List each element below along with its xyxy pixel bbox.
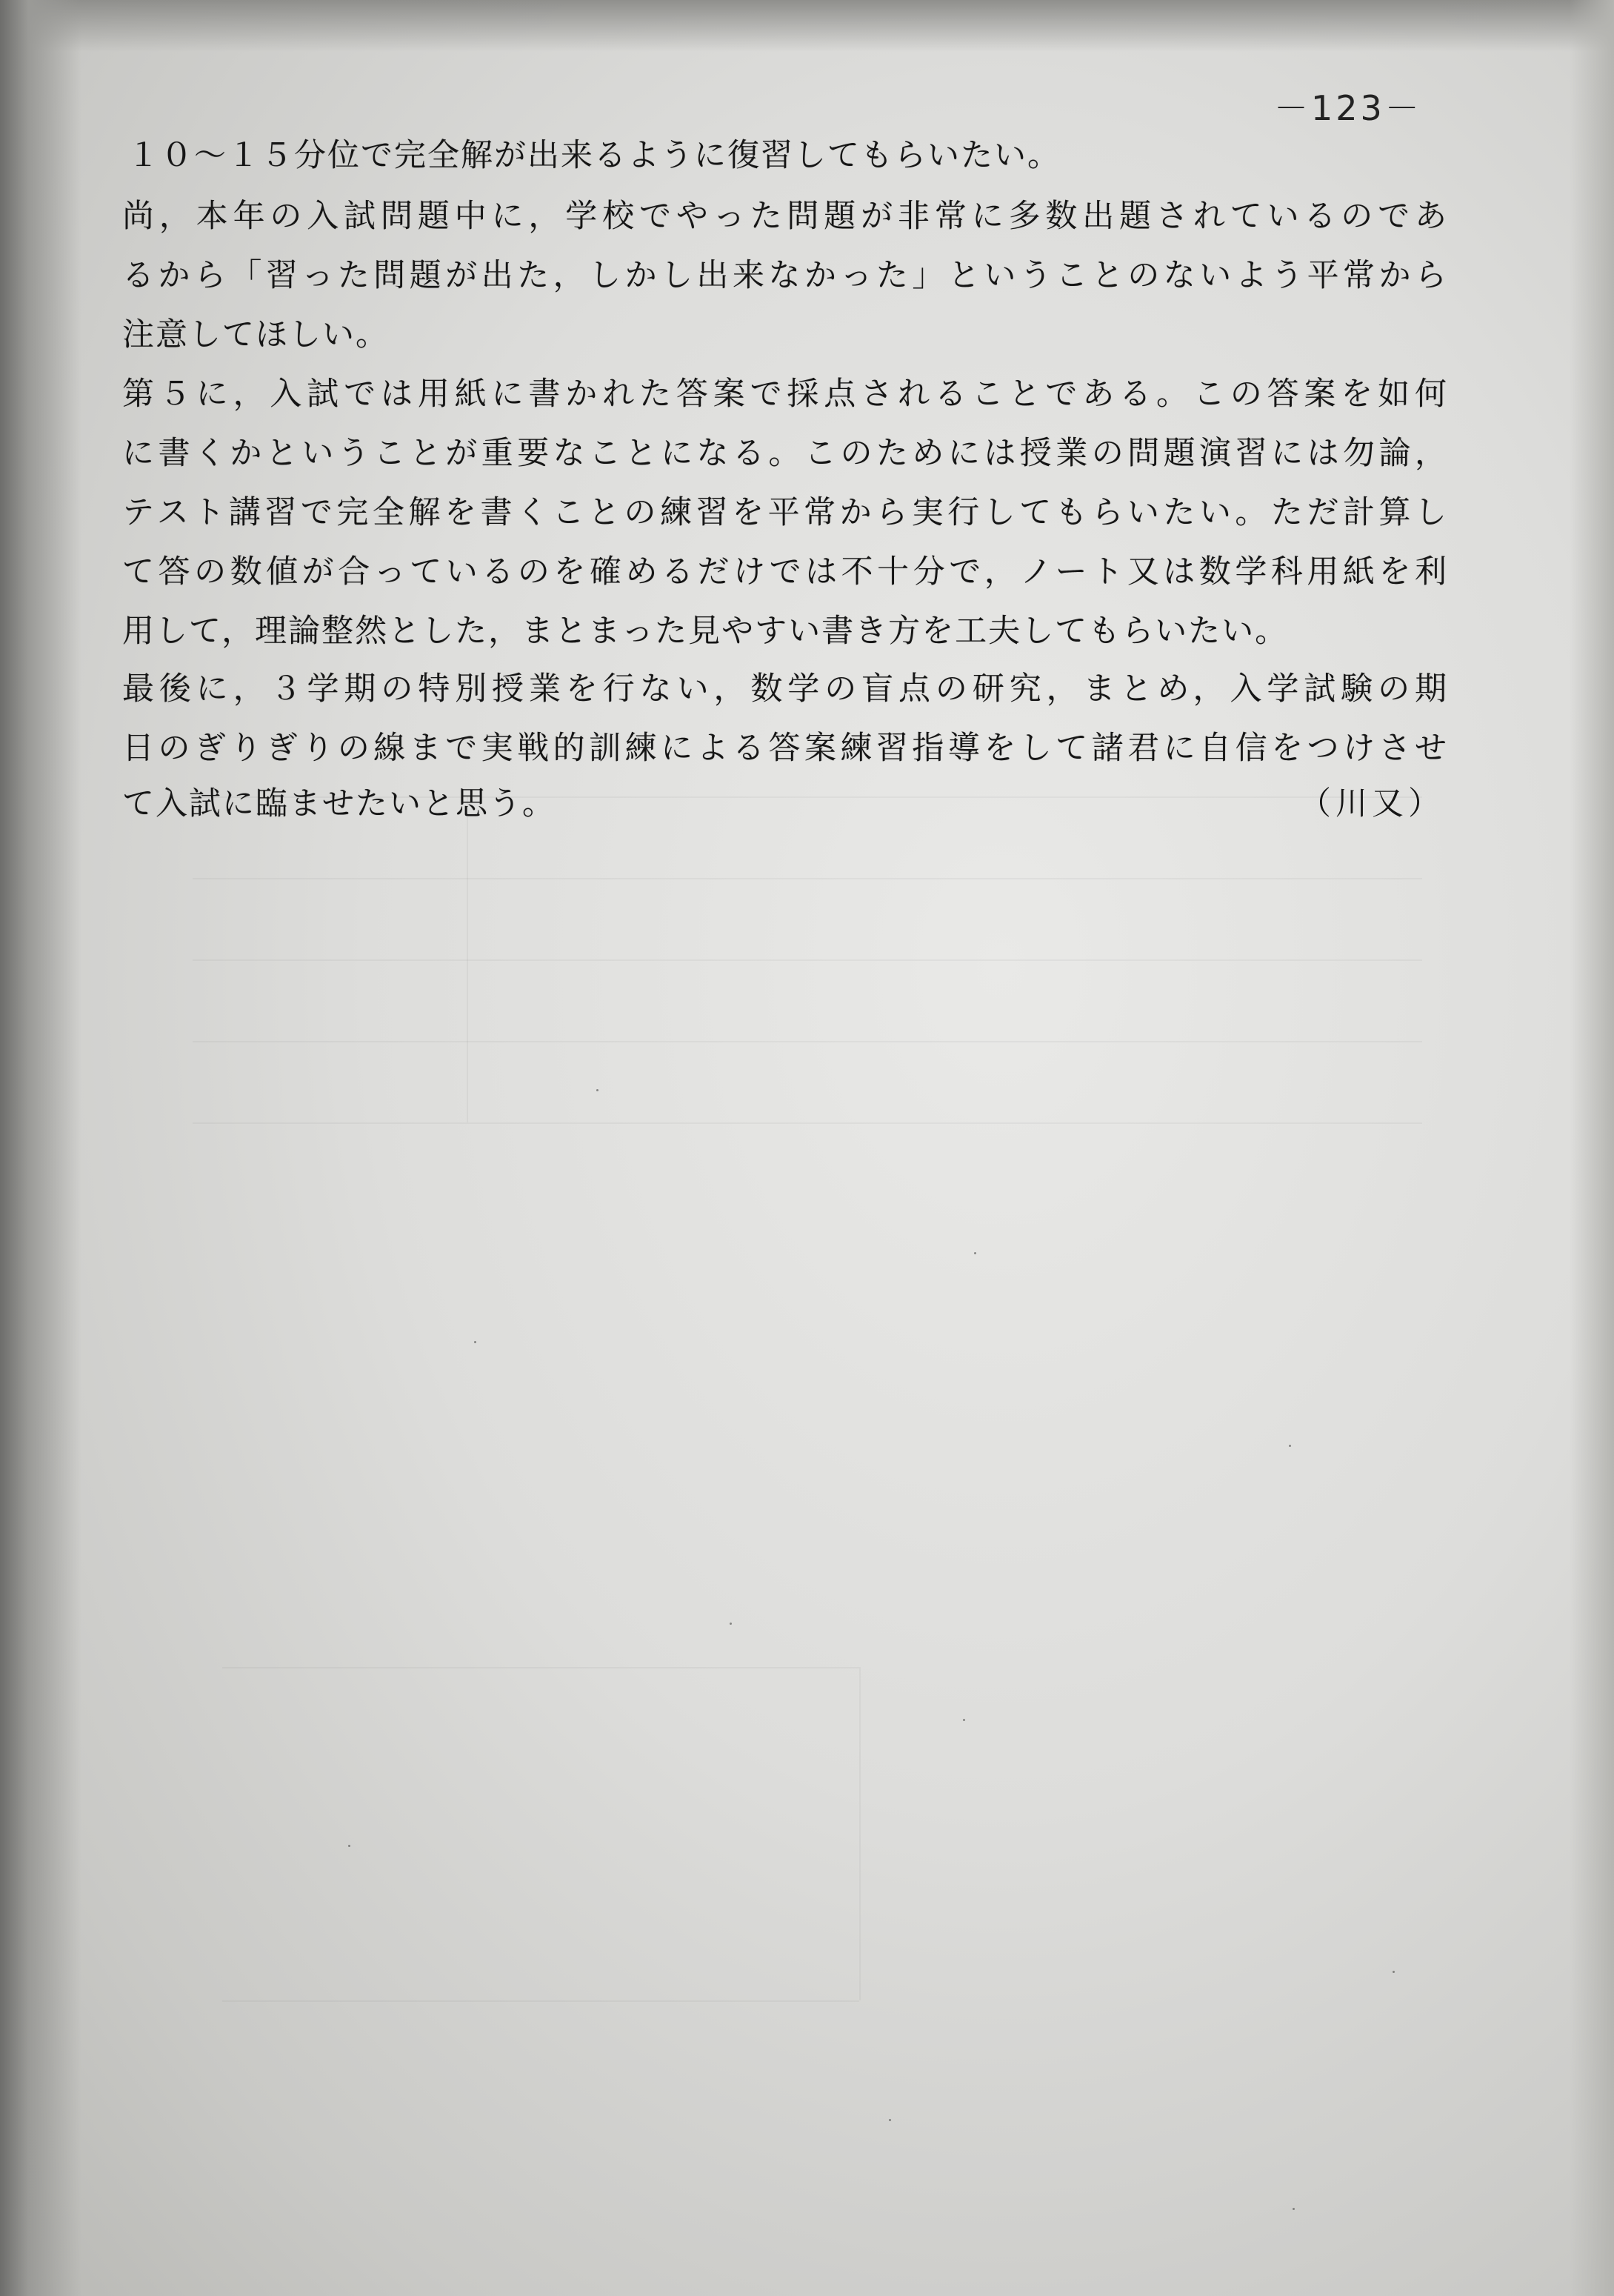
dust-speck bbox=[348, 1845, 350, 1847]
text-line-9: 用して，理論整然とした，まとまった見やすい書き方を工夫してもらいたい。 bbox=[122, 613, 1289, 650]
bleed-through-line bbox=[193, 959, 1422, 961]
text-line-7: テスト講習で完全解を書くことの練習を平常から実行してもらいたい。ただ計算し bbox=[122, 494, 1448, 531]
bleed-through-line bbox=[193, 878, 1422, 879]
dust-speck bbox=[474, 1341, 476, 1343]
text-line-10: 最後に，３学期の特別授業を行ない，数学の盲点の研究，まとめ，入学試験の期 bbox=[122, 671, 1448, 708]
bleed-through-line bbox=[193, 1041, 1422, 1042]
text-line-1: １０～１５分位で完全解が出来るように復習してもらいたい。 bbox=[127, 137, 1061, 174]
text-line-8: て答の数値が合っているのを確めるだけでは不十分で，ノート又は数学科用紙を利 bbox=[122, 553, 1448, 590]
dust-speck bbox=[1393, 1971, 1395, 1973]
bleed-through-line bbox=[222, 2000, 859, 2002]
text-line-4: 注意してほしい。 bbox=[122, 316, 389, 353]
dust-speck bbox=[1293, 2208, 1295, 2210]
text-line-5: 第５に，入試では用紙に書かれた答案で採点されることである。この答案を如何 bbox=[122, 376, 1448, 413]
bleed-through-rule bbox=[859, 1667, 861, 2000]
top-edge-shadow bbox=[0, 0, 1614, 52]
page-number: －123－ bbox=[1274, 88, 1422, 128]
text-line-11: 日のぎりぎりの線まで実戦的訓練による答案練習指導をして諸君に自信をつけさせ bbox=[122, 730, 1448, 767]
dust-speck bbox=[1289, 1445, 1291, 1447]
dust-speck bbox=[596, 1089, 598, 1091]
dust-speck bbox=[974, 1252, 976, 1254]
dust-speck bbox=[963, 1719, 965, 1721]
right-edge-shadow bbox=[1570, 0, 1614, 2296]
bleed-through-line bbox=[193, 1122, 1422, 1124]
dust-speck bbox=[730, 1623, 732, 1625]
author-signature: （川又） bbox=[1299, 785, 1444, 822]
bleed-through-rule bbox=[467, 796, 468, 1122]
binding-shadow bbox=[0, 0, 81, 2296]
dust-speck bbox=[889, 2119, 891, 2121]
text-line-2: 尚，本年の入試問題中に，学校でやった問題が非常に多数出題されているのであ bbox=[122, 198, 1448, 235]
text-line-3: るから「習った問題が出た，しかし出来なかった」ということのないよう平常から bbox=[122, 257, 1448, 294]
text-line-12: て入試に臨ませたいと思う。 bbox=[122, 785, 556, 822]
bleed-through-line bbox=[222, 1667, 859, 1668]
text-line-6: に書くかということが重要なことになる。このためには授業の問題演習には勿論， bbox=[122, 435, 1448, 472]
